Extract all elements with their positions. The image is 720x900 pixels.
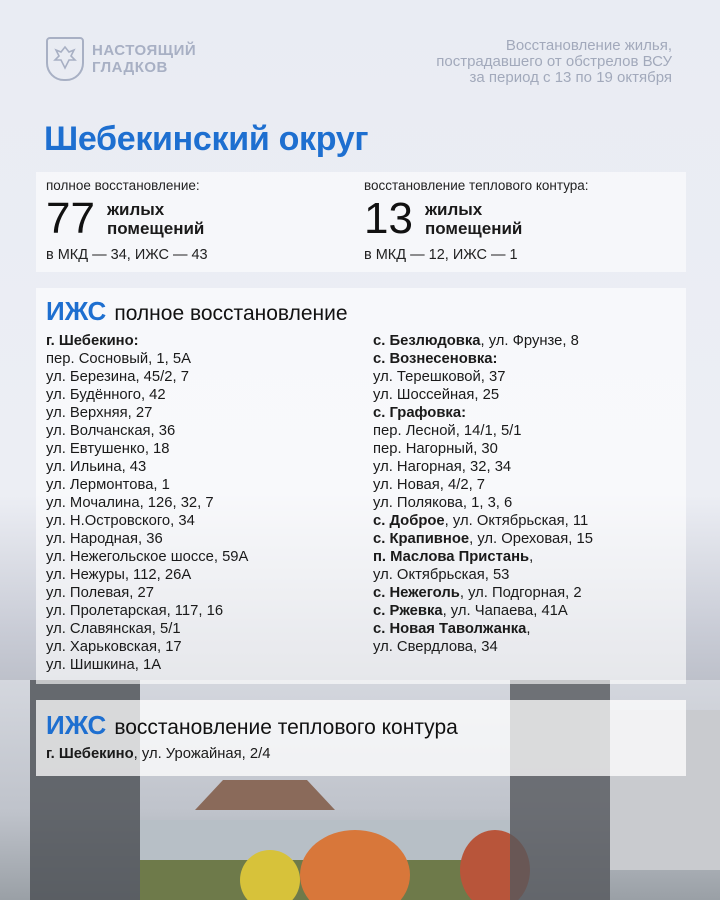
address-line: пер. Нагорный, 30 — [373, 441, 498, 457]
section-tag: ИЖС — [46, 296, 107, 326]
address-line: ул. Терешковой, 37 — [373, 369, 506, 385]
address-line: ул. Березина, 45/2, 7 — [46, 369, 189, 385]
address-line: г. Шебекино: — [46, 333, 139, 349]
section-title: полное восстановление — [114, 302, 348, 325]
address-line: ул. Полевая, 27 — [46, 585, 154, 601]
address-line: с. Вознесеновка: — [373, 351, 498, 367]
stat-breakdown: в МКД — 12, ИЖС — 1 — [364, 247, 518, 263]
section-tag: ИЖС — [46, 710, 107, 740]
address-line: ул. Верхняя, 27 — [46, 405, 153, 421]
address-list-right — [373, 332, 593, 656]
stat-number: 13 — [364, 194, 413, 243]
coat-of-arms-icon — [46, 37, 84, 81]
address-line: ул. Народная, 36 — [46, 531, 163, 547]
address-line: пер. Сосновый, 1, 5А — [46, 351, 191, 367]
address-line: ул. Октябрьская, 53 — [373, 567, 510, 583]
stats-panel — [36, 172, 686, 272]
address-line: п. Маслова Пристань, — [373, 549, 534, 565]
address-line: ул. Евтушенко, 18 — [46, 441, 170, 457]
stat-unit: жилых помещений — [424, 200, 523, 238]
stat-label: восстановление теплового контура: — [364, 178, 589, 193]
section-heading — [46, 296, 348, 327]
address-line: с. Новая Таволжанка, — [373, 621, 531, 637]
stat-teplo — [364, 178, 589, 263]
address-line: ул. Ильина, 43 — [46, 459, 147, 475]
brand-logo — [46, 37, 196, 81]
section-heading — [46, 710, 458, 741]
address-line: ул. Полякова, 1, 3, 6 — [373, 495, 513, 511]
address-line: ул. Свердлова, 34 — [373, 639, 498, 655]
stat-label: полное восстановление: — [46, 178, 200, 193]
stat-unit: жилых помещений — [106, 200, 205, 238]
section-title: восстановление теплового контура — [114, 716, 458, 739]
address-line: с. Графовка: — [373, 405, 466, 421]
address-line: г. Шебекино, ул. Урожайная, 2/4 — [46, 746, 271, 762]
address-line: ул. Будённого, 42 — [46, 387, 166, 403]
address-line: ул. Нежуры, 112, 26А — [46, 567, 192, 583]
address-line: с. Ржевка, ул. Чапаева, 41А — [373, 603, 568, 619]
address-line: ул. Нагорная, 32, 34 — [373, 459, 512, 475]
address-line: с. Доброе, ул. Октябрьская, 11 — [373, 513, 589, 529]
address-line: с. Нежеголь, ул. Подгорная, 2 — [373, 585, 582, 601]
address-line: с. Безлюдовка, ул. Фрунзе, 8 — [373, 333, 579, 349]
page-title: Шебекинский округ — [44, 120, 369, 158]
address-line: ул. Лермонтова, 1 — [46, 477, 170, 493]
izhs-teplo-panel — [36, 700, 686, 776]
address-line: ул. Шишкина, 1А — [46, 657, 162, 673]
address-line: с. Крапивное, ул. Ореховая, 15 — [373, 531, 593, 547]
izhs-full-panel — [36, 288, 686, 684]
address-line: ул. Славянская, 5/1 — [46, 621, 181, 637]
address-line: ул. Мочалина, 126, 32, 7 — [46, 495, 214, 511]
address-line: ул. Шоссейная, 25 — [373, 387, 500, 403]
address-line: ул. Н.Островского, 34 — [46, 513, 195, 529]
header-note: Восстановление жилья, пострадавшего от обстрелов ВСУ за период с 13 по 19 октября — [436, 37, 672, 86]
address-line: ул. Нежегольское шоссе, 59А — [46, 549, 249, 565]
address-list-left — [46, 332, 248, 674]
address-line: ул. Новая, 4/2, 7 — [373, 477, 486, 493]
stat-number: 77 — [46, 194, 95, 243]
address-line: ул. Волчанская, 36 — [46, 423, 176, 439]
stat-breakdown: в МКД — 34, ИЖС — 43 — [46, 247, 208, 263]
logo-text: НАСТОЯЩИЙ ГЛАДКОВ — [92, 42, 197, 76]
address-line: ул. Харьковская, 17 — [46, 639, 182, 655]
address-line: пер. Лесной, 14/1, 5/1 — [373, 423, 522, 439]
address-line: ул. Пролетарская, 117, 16 — [46, 603, 224, 619]
stat-full — [46, 178, 247, 263]
